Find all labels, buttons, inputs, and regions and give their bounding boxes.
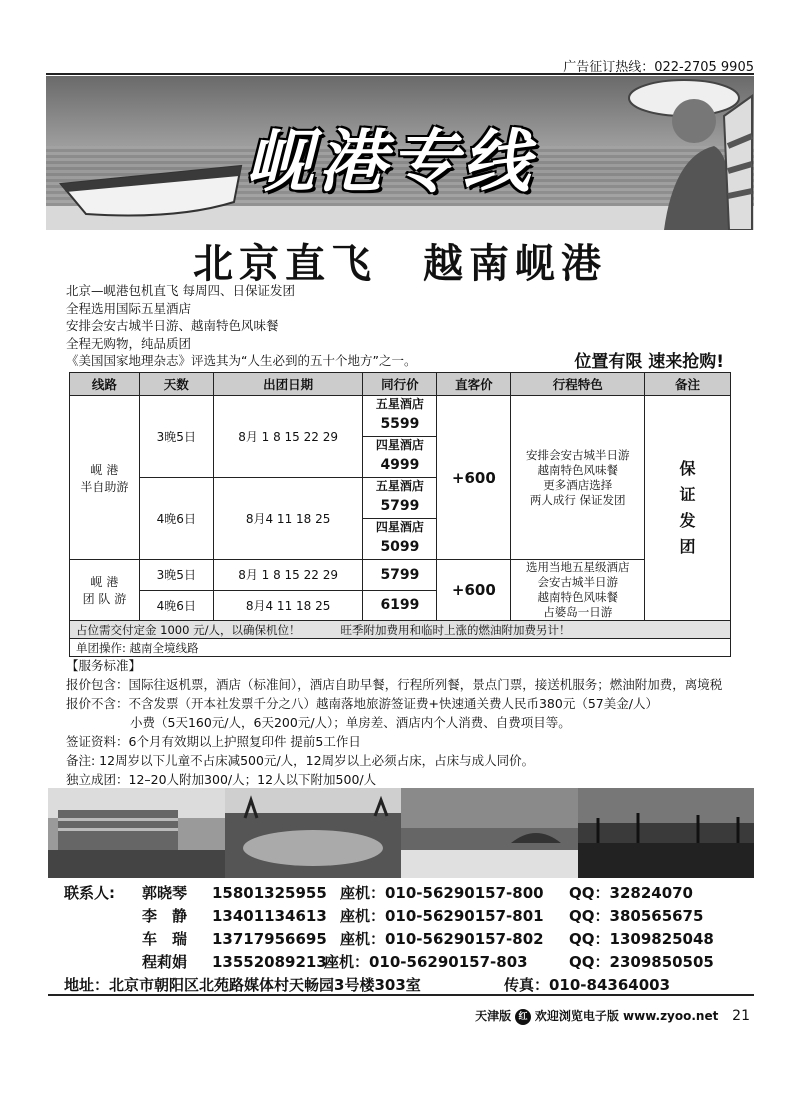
col-header: 备注: [645, 373, 731, 396]
hotel-level: 四星酒店: [363, 436, 436, 454]
feature-cell: 选用当地五星级酒店 会安古城半日游 越南特色风味餐 占婆岛一日游: [511, 560, 645, 621]
ad-hotline: 广告征订热线：022-2705 9905: [563, 60, 754, 75]
banner-image: [46, 76, 754, 230]
price-value: 5799: [363, 560, 437, 591]
direct-price-cell: +600: [437, 396, 511, 560]
intro-line: 全程选用国际五星酒店: [66, 300, 192, 316]
feature-cell: 安排会安古城半日游 越南特色风味餐 更多酒店选择 两人成行 保证发团: [511, 396, 645, 560]
contact-phone: 座机：010-56290157-801: [340, 907, 544, 925]
remark-cell: 保 证 发 团: [645, 396, 731, 621]
contact-mobile: 13401134613: [212, 907, 327, 925]
price-value: 5599: [380, 416, 420, 432]
direct-price-cell: +600: [437, 560, 511, 621]
col-header: 同行价: [363, 373, 437, 396]
deposit-note: [70, 621, 731, 639]
service-visa: 签证资料：6个月有效期以上护照复印件 提前5工作日: [66, 734, 361, 749]
table-row: [70, 560, 731, 591]
route-cell: 岘 港 半自助游: [70, 396, 140, 560]
hotel-level: 四星酒店: [363, 518, 436, 536]
contact-label: 联系人:: [64, 884, 115, 902]
col-header: 直客价: [437, 373, 511, 396]
hotel-level: 五星酒店: [375, 397, 424, 411]
bottom-divider: [48, 994, 754, 996]
price-cell: [363, 396, 437, 478]
table-header-row: [70, 373, 731, 396]
photo-strip: [48, 788, 754, 878]
dates-cell: 8月4 11 18 25: [213, 590, 363, 621]
route-cell: 岘 港 团 队 游: [70, 560, 140, 621]
dates-cell: 8月 1 8 15 22 29: [213, 396, 363, 478]
service-exclude-cont: 小费（5天160元/人，6天200元/人）；单房差、酒店内个人消费、自费项目等。: [130, 715, 571, 730]
contact-name: 车 瑞: [142, 930, 188, 948]
dates-cell: 8月4 11 18 25: [213, 478, 363, 560]
service-standards: [66, 656, 722, 789]
footer: [475, 1007, 750, 1025]
single-group-note: 单团操作: 越南全境线路: [70, 639, 731, 657]
col-header: 出团日期: [213, 373, 363, 396]
footer-text: 欢迎浏览电子版 www.zyoo.net: [534, 1009, 719, 1023]
brand-logo-icon: 红: [515, 1009, 531, 1025]
col-header: 天数: [139, 373, 213, 396]
banner-title: 岘港专线: [246, 122, 535, 202]
hotel-level: 五星酒店: [375, 479, 424, 493]
resort-photo: [48, 788, 225, 878]
service-include: 报价包含：国际往返机票，酒店（标准间），酒店自助早餐，行程所列餐，景点门票，接送机服务；燃油附加费，离境税: [66, 677, 723, 692]
service-group: 独立成团：12–20人附加300/人；12人以下附加500/人: [66, 772, 377, 787]
col-header: 线路: [70, 373, 140, 396]
beach-photo: [401, 788, 578, 878]
contact-name: 李 静: [142, 907, 188, 925]
page-number: 21: [732, 1008, 750, 1024]
col-header: 行程特色: [511, 373, 645, 396]
contact-qq: QQ：1309825048: [569, 930, 714, 948]
edition-label: 天津版: [475, 1009, 512, 1023]
top-divider: [46, 73, 754, 75]
contact-phone: 座机：010-56290157-800: [340, 884, 544, 902]
note-row: [70, 639, 731, 657]
contact-qq: QQ：2309850505: [569, 953, 714, 971]
price-value: 5799: [380, 498, 420, 514]
price-cell: [363, 478, 437, 560]
headline: 北京直飞 越南岘港: [193, 240, 607, 287]
service-exclude: 报价不含：不含发票（开本社发票千分之八）越南落地旅游签证费+快速通关费人民币380元（57美金/人）: [66, 696, 658, 711]
contact-name: 郭晓琴: [142, 884, 188, 902]
price-value: 4999: [380, 457, 420, 473]
price-value: 6199: [363, 590, 437, 621]
service-title: 【服务标准】: [66, 658, 142, 673]
surcharge-text: 旺季附加费用和临时上涨的燃油附加费另计！: [340, 622, 571, 637]
contact-qq: QQ：32824070: [569, 884, 693, 902]
days-cell: 3晚5日: [139, 560, 213, 591]
dates-cell: 8月 1 8 15 22 29: [213, 560, 363, 591]
fax: 传真：010-84364003: [504, 976, 671, 994]
intro-block: [66, 282, 416, 370]
urgent-text: 位置有限 速来抢购!: [574, 352, 724, 372]
intro-line: 北京—岘港包机直飞 每周四、日保证发团: [66, 283, 295, 298]
boat-illustration: [56, 154, 246, 224]
pool-photo: [225, 788, 402, 878]
night-photo: [578, 788, 755, 878]
intro-line: 安排会安古城半日游、越南特色风味餐: [66, 318, 279, 333]
address: 地址：北京市朝阳区北苑路媒体村天畅园3号楼303室: [64, 976, 421, 994]
contact-phone: 座机：010-56290157-803: [324, 953, 528, 971]
note-row: [70, 621, 731, 639]
pricing-table: [69, 372, 731, 657]
contact-mobile: 13552089213: [212, 953, 327, 971]
table-row: [70, 396, 731, 478]
intro-line: 全程无购物，纯品质团: [66, 335, 192, 351]
sunbather-illustration: [624, 76, 754, 230]
days-cell: 4晚6日: [139, 478, 213, 560]
price-value: 5099: [380, 539, 420, 555]
intro-line: 《美国国家地理杂志》评选其为“人生必到的五十个地方”之一。: [66, 353, 417, 368]
contact-mobile: 13717956695: [212, 930, 327, 948]
deposit-text: 占位需交付定金 1000 元/人，以确保机位！: [76, 622, 301, 637]
contact-qq: QQ：380565675: [569, 907, 704, 925]
contact-name: 程莉娟: [142, 953, 188, 971]
contact-phone: 座机：010-56290157-802: [340, 930, 544, 948]
days-cell: 3晚5日: [139, 396, 213, 478]
service-remark: 备注: 12周岁以下儿童不占床减500元/人，12周岁以上必须占床，占床与成人同价。: [66, 753, 535, 768]
contact-mobile: 15801325955: [212, 884, 327, 902]
days-cell: 4晚6日: [139, 590, 213, 621]
